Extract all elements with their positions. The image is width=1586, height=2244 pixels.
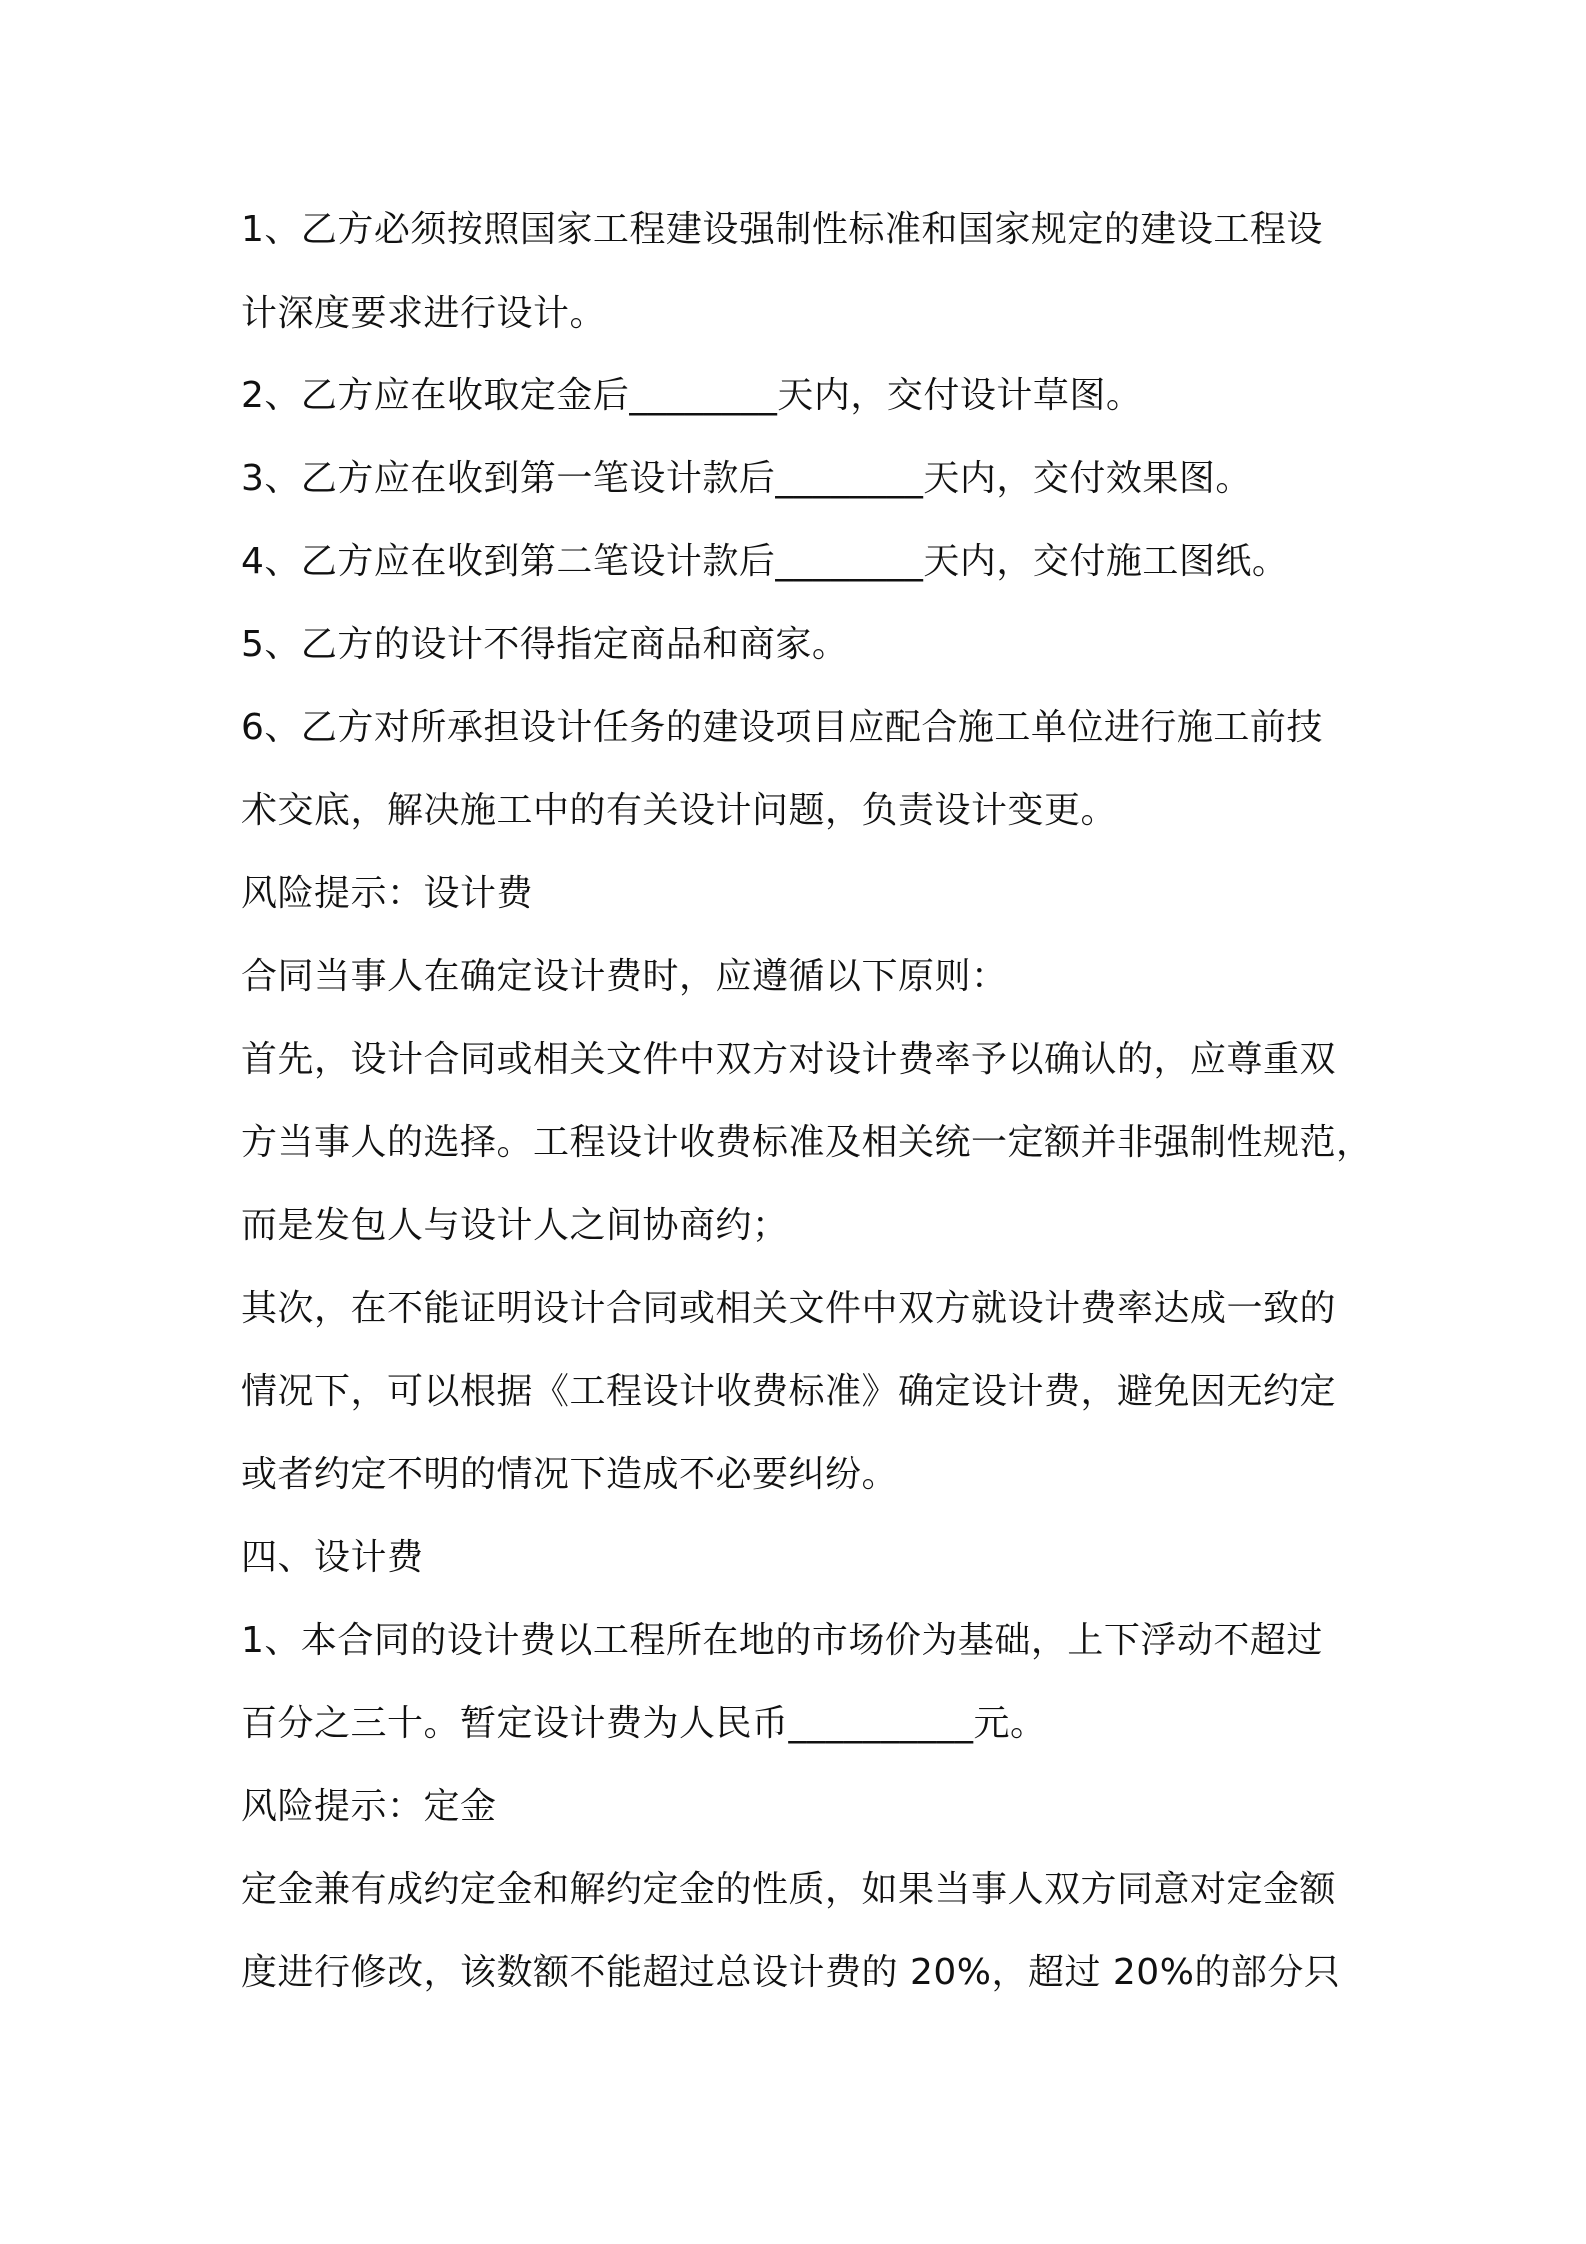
text-line: 4、乙方应在收到第二笔设计款后________天内，交付施工图纸。 [241,541,1289,582]
text-line: 3、乙方应在收到第一笔设计款后________天内，交付效果图。 [241,458,1252,499]
text-line: 首先，设计合同或相关文件中双方对设计费率予以确认的，应尊重双 [241,1039,1337,1080]
section-heading: 风险提示：设计费 [241,873,534,914]
text-line: 计深度要求进行设计。 [241,293,607,334]
text-line: 或者约定不明的情况下造成不必要纠纷。 [241,1454,899,1495]
text-line: 5、乙方的设计不得指定商品和商家。 [241,624,849,665]
text-line: 而是发包人与设计人之间协商约； [241,1205,789,1246]
text-line: 合同当事人在确定设计费时，应遵循以下原则： [241,956,1008,997]
section-heading: 风险提示：定金 [241,1786,497,1827]
text-line: 1、本合同的设计费以工程所在地的市场价为基础，上下浮动不超过 [241,1620,1323,1661]
text-line: 1、乙方必须按照国家工程建设强制性标准和国家规定的建设工程设 [241,209,1323,250]
text-line: 术交底，解决施工中的有关设计问题，负责设计变更。 [241,790,1118,831]
text-line: 百分之三十。暂定设计费为人民币__________元。 [241,1703,1047,1744]
section-heading: 四、设计费 [241,1537,424,1578]
text-line: 情况下，可以根据《工程设计收费标准》确定设计费，避免因无约定 [241,1371,1337,1412]
text-line: 定金兼有成约定金和解约定金的性质，如果当事人双方同意对定金额 [241,1869,1337,1910]
text-line: 2、乙方应在收取定金后________天内，交付设计草图。 [241,375,1143,416]
text-line: 度进行修改，该数额不能超过总设计费的 20%，超过 20%的部分只 [241,1952,1341,1993]
text-line: 方当事人的选择。工程设计收费标准及相关统一定额并非强制性规范， [241,1122,1373,1163]
text-line: 6、乙方对所承担设计任务的建设项目应配合施工单位进行施工前技 [241,707,1323,748]
text-line: 其次，在不能证明设计合同或相关文件中双方就设计费率达成一致的 [241,1288,1337,1329]
